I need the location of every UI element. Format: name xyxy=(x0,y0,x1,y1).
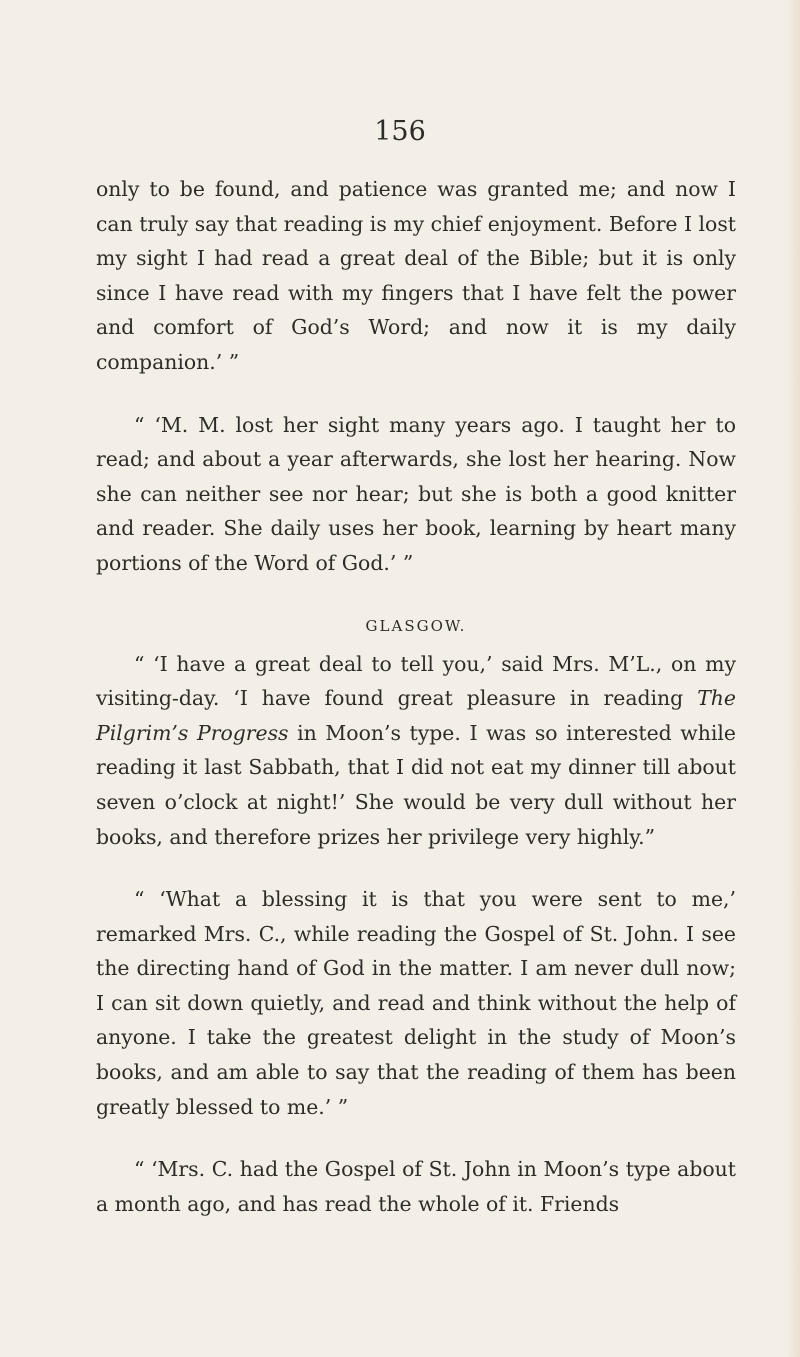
body-text xyxy=(96,172,736,1221)
section-heading: GLASGOW. xyxy=(365,616,467,635)
paragraph-gap xyxy=(96,1124,736,1152)
paragraph-gap xyxy=(96,854,736,882)
paragraph-3-before-title: “ ‘I have a great deal to tell you,’ said Mrs. M’L., on my visiting-day. ‘I have found great pleasure in reading xyxy=(96,651,736,711)
paragraph-2: “ ‘M. M. lost her sight many years ago. I taught her to read; and about a year afterwards, she lost her hearing. Now she can neither see nor hear; but she is both a good knitter and reader. She daily uses her book, learning by heart many portions of the Word of God.’ ” xyxy=(96,412,736,575)
paragraph-3 xyxy=(96,647,736,855)
paragraph-4: “ ‘What a blessing it is that you were sent to me,’ remarked Mrs. C., while reading the Gospel of St. John. I see the directing hand of God in the matter. I am never dull now; I can sit down quietly, and read and think without the help of anyone. I take the greatest delight in the study of Moon’s books, and am able to say that the reading of them has been greatly blessed to me.’ ” xyxy=(96,887,736,1119)
paragraph-1: only to be found, and patience was granted me; and now I can truly say that reading is my chief enjoyment. Before I lost my sight I had read a great deal of the Bible; but it is only since I have read with my fingers that I have felt the power and comfort of God’s Word; and now it is my daily companion.’ ” xyxy=(96,177,736,374)
paragraph-5: “ ‘Mrs. C. had the Gospel of St. John in Moon’s type about a month ago, and has read the whole of it. Friends xyxy=(96,1157,736,1216)
paragraph-gap xyxy=(96,380,736,408)
page-edge-shadow xyxy=(786,0,800,1357)
paragraph-3-after-title: in Moon’s type. I was so interested while reading it last Sabbath, that I did not eat my dinner till about seven o’clock at night!’ She would be very dull without her books, and therefore prizes her privilege very highly.” xyxy=(96,720,737,849)
book-title: The Pilgrim’s Progress xyxy=(96,686,736,745)
page-number: 156 xyxy=(374,116,426,147)
